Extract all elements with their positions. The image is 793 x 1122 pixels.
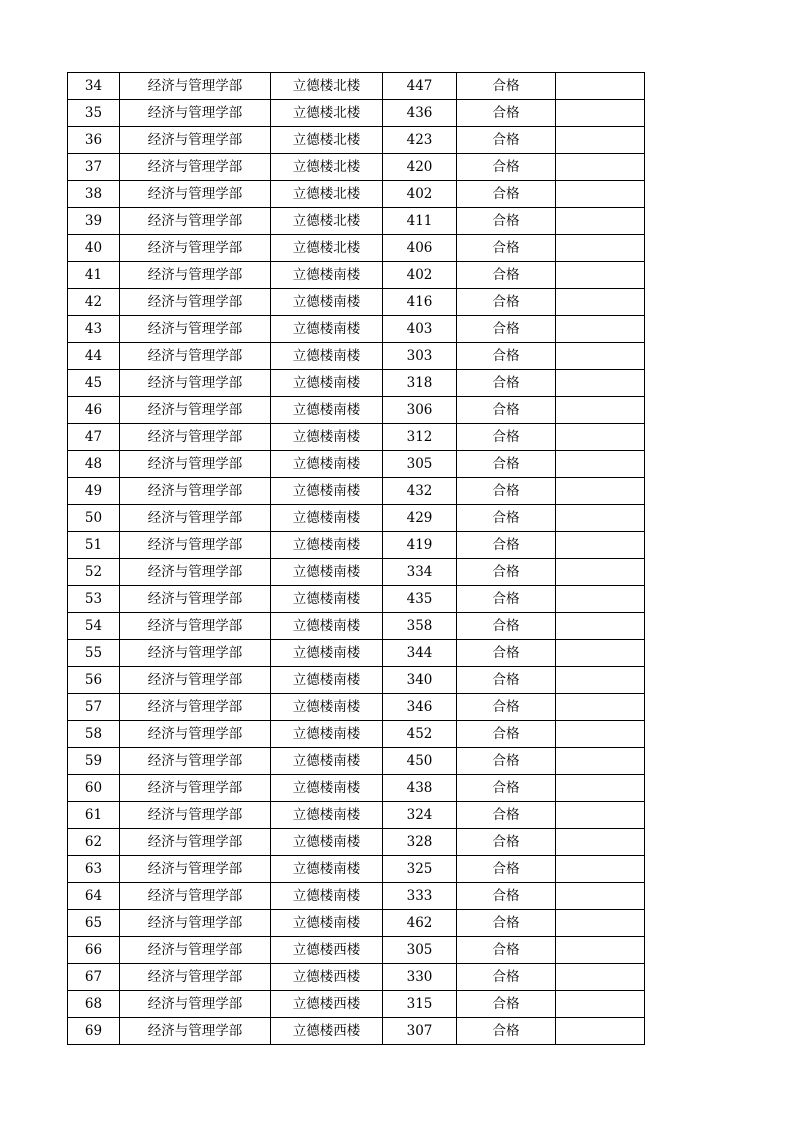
building-cell: 立德楼南楼 xyxy=(271,397,383,424)
note-cell xyxy=(556,397,645,424)
row-number-cell: 43 xyxy=(68,316,120,343)
department-cell: 经济与管理学部 xyxy=(120,73,271,100)
department-cell: 经济与管理学部 xyxy=(120,964,271,991)
note-cell xyxy=(556,586,645,613)
inspection-table xyxy=(67,72,645,1045)
table-row xyxy=(68,73,645,100)
row-number-cell: 52 xyxy=(68,559,120,586)
note-cell xyxy=(556,235,645,262)
building-cell: 立德楼南楼 xyxy=(271,586,383,613)
building-cell: 立德楼南楼 xyxy=(271,667,383,694)
building-cell: 立德楼南楼 xyxy=(271,910,383,937)
result-cell: 合格 xyxy=(457,964,556,991)
department-cell: 经济与管理学部 xyxy=(120,910,271,937)
building-cell: 立德楼南楼 xyxy=(271,856,383,883)
department-cell: 经济与管理学部 xyxy=(120,505,271,532)
room-number-cell: 324 xyxy=(383,802,457,829)
department-cell: 经济与管理学部 xyxy=(120,100,271,127)
result-cell: 合格 xyxy=(457,1018,556,1045)
note-cell xyxy=(556,991,645,1018)
table-row xyxy=(68,559,645,586)
result-cell: 合格 xyxy=(457,478,556,505)
building-cell: 立德楼北楼 xyxy=(271,181,383,208)
building-cell: 立德楼南楼 xyxy=(271,559,383,586)
table-row xyxy=(68,910,645,937)
row-number-cell: 65 xyxy=(68,910,120,937)
room-number-cell: 450 xyxy=(383,748,457,775)
table-row xyxy=(68,316,645,343)
row-number-cell: 66 xyxy=(68,937,120,964)
department-cell: 经济与管理学部 xyxy=(120,478,271,505)
building-cell: 立德楼北楼 xyxy=(271,235,383,262)
row-number-cell: 44 xyxy=(68,343,120,370)
row-number-cell: 62 xyxy=(68,829,120,856)
building-cell: 立德楼南楼 xyxy=(271,721,383,748)
room-number-cell: 411 xyxy=(383,208,457,235)
building-cell: 立德楼南楼 xyxy=(271,640,383,667)
room-number-cell: 330 xyxy=(383,964,457,991)
building-cell: 立德楼北楼 xyxy=(271,154,383,181)
note-cell xyxy=(556,316,645,343)
department-cell: 经济与管理学部 xyxy=(120,991,271,1018)
department-cell: 经济与管理学部 xyxy=(120,181,271,208)
result-cell: 合格 xyxy=(457,883,556,910)
room-number-cell: 436 xyxy=(383,100,457,127)
result-cell: 合格 xyxy=(457,991,556,1018)
note-cell xyxy=(556,424,645,451)
department-cell: 经济与管理学部 xyxy=(120,667,271,694)
row-number-cell: 50 xyxy=(68,505,120,532)
row-number-cell: 46 xyxy=(68,397,120,424)
result-cell: 合格 xyxy=(457,397,556,424)
row-number-cell: 60 xyxy=(68,775,120,802)
department-cell: 经济与管理学部 xyxy=(120,262,271,289)
result-cell: 合格 xyxy=(457,586,556,613)
table-row xyxy=(68,964,645,991)
note-cell xyxy=(556,451,645,478)
row-number-cell: 64 xyxy=(68,883,120,910)
building-cell: 立德楼南楼 xyxy=(271,802,383,829)
note-cell xyxy=(556,154,645,181)
row-number-cell: 67 xyxy=(68,964,120,991)
note-cell xyxy=(556,883,645,910)
building-cell: 立德楼北楼 xyxy=(271,208,383,235)
note-cell xyxy=(556,559,645,586)
department-cell: 经济与管理学部 xyxy=(120,235,271,262)
note-cell xyxy=(556,937,645,964)
result-cell: 合格 xyxy=(457,694,556,721)
building-cell: 立德楼南楼 xyxy=(271,316,383,343)
building-cell: 立德楼南楼 xyxy=(271,343,383,370)
room-number-cell: 416 xyxy=(383,289,457,316)
row-number-cell: 35 xyxy=(68,100,120,127)
table-row xyxy=(68,397,645,424)
table-row xyxy=(68,694,645,721)
row-number-cell: 40 xyxy=(68,235,120,262)
building-cell: 立德楼北楼 xyxy=(271,127,383,154)
building-cell: 立德楼南楼 xyxy=(271,748,383,775)
room-number-cell: 358 xyxy=(383,613,457,640)
building-cell: 立德楼南楼 xyxy=(271,829,383,856)
department-cell: 经济与管理学部 xyxy=(120,775,271,802)
table-row xyxy=(68,586,645,613)
room-number-cell: 402 xyxy=(383,181,457,208)
building-cell: 立德楼北楼 xyxy=(271,73,383,100)
result-cell: 合格 xyxy=(457,316,556,343)
building-cell: 立德楼南楼 xyxy=(271,883,383,910)
department-cell: 经济与管理学部 xyxy=(120,748,271,775)
note-cell xyxy=(556,964,645,991)
note-cell xyxy=(556,370,645,397)
row-number-cell: 41 xyxy=(68,262,120,289)
table-row xyxy=(68,748,645,775)
result-cell: 合格 xyxy=(457,208,556,235)
note-cell xyxy=(556,748,645,775)
room-number-cell: 344 xyxy=(383,640,457,667)
building-cell: 立德楼南楼 xyxy=(271,694,383,721)
result-cell: 合格 xyxy=(457,937,556,964)
result-cell: 合格 xyxy=(457,910,556,937)
result-cell: 合格 xyxy=(457,802,556,829)
note-cell xyxy=(556,856,645,883)
room-number-cell: 452 xyxy=(383,721,457,748)
note-cell xyxy=(556,802,645,829)
table-row xyxy=(68,208,645,235)
building-cell: 立德楼南楼 xyxy=(271,532,383,559)
row-number-cell: 54 xyxy=(68,613,120,640)
room-number-cell: 325 xyxy=(383,856,457,883)
building-cell: 立德楼南楼 xyxy=(271,289,383,316)
building-cell: 立德楼南楼 xyxy=(271,775,383,802)
room-number-cell: 334 xyxy=(383,559,457,586)
table-row xyxy=(68,883,645,910)
result-cell: 合格 xyxy=(457,829,556,856)
room-number-cell: 333 xyxy=(383,883,457,910)
note-cell xyxy=(556,478,645,505)
building-cell: 立德楼西楼 xyxy=(271,937,383,964)
department-cell: 经济与管理学部 xyxy=(120,343,271,370)
building-cell: 立德楼南楼 xyxy=(271,451,383,478)
room-number-cell: 447 xyxy=(383,73,457,100)
note-cell xyxy=(556,532,645,559)
note-cell xyxy=(556,667,645,694)
note-cell xyxy=(556,910,645,937)
row-number-cell: 56 xyxy=(68,667,120,694)
row-number-cell: 39 xyxy=(68,208,120,235)
result-cell: 合格 xyxy=(457,154,556,181)
note-cell xyxy=(556,100,645,127)
department-cell: 经济与管理学部 xyxy=(120,532,271,559)
department-cell: 经济与管理学部 xyxy=(120,316,271,343)
result-cell: 合格 xyxy=(457,73,556,100)
row-number-cell: 49 xyxy=(68,478,120,505)
result-cell: 合格 xyxy=(457,262,556,289)
table-row xyxy=(68,154,645,181)
note-cell xyxy=(556,289,645,316)
department-cell: 经济与管理学部 xyxy=(120,289,271,316)
result-cell: 合格 xyxy=(457,532,556,559)
result-cell: 合格 xyxy=(457,181,556,208)
building-cell: 立德楼北楼 xyxy=(271,100,383,127)
room-number-cell: 305 xyxy=(383,451,457,478)
row-number-cell: 59 xyxy=(68,748,120,775)
result-cell: 合格 xyxy=(457,613,556,640)
department-cell: 经济与管理学部 xyxy=(120,424,271,451)
department-cell: 经济与管理学部 xyxy=(120,586,271,613)
department-cell: 经济与管理学部 xyxy=(120,937,271,964)
result-cell: 合格 xyxy=(457,289,556,316)
note-cell xyxy=(556,127,645,154)
room-number-cell: 346 xyxy=(383,694,457,721)
department-cell: 经济与管理学部 xyxy=(120,208,271,235)
building-cell: 立德楼南楼 xyxy=(271,613,383,640)
department-cell: 经济与管理学部 xyxy=(120,127,271,154)
table-row xyxy=(68,667,645,694)
table-row xyxy=(68,613,645,640)
row-number-cell: 63 xyxy=(68,856,120,883)
table-row xyxy=(68,829,645,856)
result-cell: 合格 xyxy=(457,640,556,667)
department-cell: 经济与管理学部 xyxy=(120,451,271,478)
note-cell xyxy=(556,694,645,721)
note-cell xyxy=(556,1018,645,1045)
note-cell xyxy=(556,613,645,640)
note-cell xyxy=(556,640,645,667)
table-row xyxy=(68,181,645,208)
room-number-cell: 420 xyxy=(383,154,457,181)
row-number-cell: 42 xyxy=(68,289,120,316)
table-row xyxy=(68,640,645,667)
room-number-cell: 402 xyxy=(383,262,457,289)
room-number-cell: 462 xyxy=(383,910,457,937)
row-number-cell: 68 xyxy=(68,991,120,1018)
department-cell: 经济与管理学部 xyxy=(120,154,271,181)
row-number-cell: 38 xyxy=(68,181,120,208)
note-cell xyxy=(556,505,645,532)
room-number-cell: 432 xyxy=(383,478,457,505)
row-number-cell: 57 xyxy=(68,694,120,721)
department-cell: 经济与管理学部 xyxy=(120,829,271,856)
row-number-cell: 45 xyxy=(68,370,120,397)
department-cell: 经济与管理学部 xyxy=(120,640,271,667)
row-number-cell: 53 xyxy=(68,586,120,613)
building-cell: 立德楼南楼 xyxy=(271,478,383,505)
room-number-cell: 419 xyxy=(383,532,457,559)
row-number-cell: 55 xyxy=(68,640,120,667)
table-row xyxy=(68,532,645,559)
row-number-cell: 37 xyxy=(68,154,120,181)
result-cell: 合格 xyxy=(457,235,556,262)
table-row xyxy=(68,856,645,883)
department-cell: 经济与管理学部 xyxy=(120,370,271,397)
room-number-cell: 429 xyxy=(383,505,457,532)
note-cell xyxy=(556,829,645,856)
department-cell: 经济与管理学部 xyxy=(120,802,271,829)
department-cell: 经济与管理学部 xyxy=(120,397,271,424)
department-cell: 经济与管理学部 xyxy=(120,559,271,586)
note-cell xyxy=(556,208,645,235)
result-cell: 合格 xyxy=(457,856,556,883)
building-cell: 立德楼南楼 xyxy=(271,262,383,289)
table-row xyxy=(68,721,645,748)
table-row xyxy=(68,127,645,154)
room-number-cell: 307 xyxy=(383,1018,457,1045)
department-cell: 经济与管理学部 xyxy=(120,856,271,883)
row-number-cell: 47 xyxy=(68,424,120,451)
result-cell: 合格 xyxy=(457,721,556,748)
department-cell: 经济与管理学部 xyxy=(120,883,271,910)
result-cell: 合格 xyxy=(457,505,556,532)
building-cell: 立德楼西楼 xyxy=(271,964,383,991)
result-cell: 合格 xyxy=(457,127,556,154)
result-cell: 合格 xyxy=(457,451,556,478)
row-number-cell: 61 xyxy=(68,802,120,829)
row-number-cell: 51 xyxy=(68,532,120,559)
room-number-cell: 306 xyxy=(383,397,457,424)
note-cell xyxy=(556,73,645,100)
table-row xyxy=(68,289,645,316)
result-cell: 合格 xyxy=(457,370,556,397)
department-cell: 经济与管理学部 xyxy=(120,613,271,640)
table-row xyxy=(68,370,645,397)
table-row xyxy=(68,505,645,532)
result-cell: 合格 xyxy=(457,775,556,802)
note-cell xyxy=(556,262,645,289)
table-row xyxy=(68,424,645,451)
result-cell: 合格 xyxy=(457,424,556,451)
table-row xyxy=(68,1018,645,1045)
table-row xyxy=(68,262,645,289)
note-cell xyxy=(556,181,645,208)
row-number-cell: 34 xyxy=(68,73,120,100)
room-number-cell: 318 xyxy=(383,370,457,397)
table-row xyxy=(68,937,645,964)
row-number-cell: 58 xyxy=(68,721,120,748)
table-row xyxy=(68,451,645,478)
building-cell: 立德楼南楼 xyxy=(271,424,383,451)
result-cell: 合格 xyxy=(457,667,556,694)
row-number-cell: 48 xyxy=(68,451,120,478)
table-body xyxy=(68,73,645,1045)
department-cell: 经济与管理学部 xyxy=(120,721,271,748)
table-row xyxy=(68,100,645,127)
result-cell: 合格 xyxy=(457,343,556,370)
building-cell: 立德楼西楼 xyxy=(271,1018,383,1045)
building-cell: 立德楼南楼 xyxy=(271,370,383,397)
building-cell: 立德楼南楼 xyxy=(271,505,383,532)
room-number-cell: 328 xyxy=(383,829,457,856)
department-cell: 经济与管理学部 xyxy=(120,1018,271,1045)
building-cell: 立德楼西楼 xyxy=(271,991,383,1018)
room-number-cell: 312 xyxy=(383,424,457,451)
room-number-cell: 438 xyxy=(383,775,457,802)
room-number-cell: 305 xyxy=(383,937,457,964)
table-row xyxy=(68,775,645,802)
table-row xyxy=(68,991,645,1018)
note-cell xyxy=(556,721,645,748)
table-row xyxy=(68,478,645,505)
row-number-cell: 36 xyxy=(68,127,120,154)
room-number-cell: 315 xyxy=(383,991,457,1018)
room-number-cell: 303 xyxy=(383,343,457,370)
room-number-cell: 340 xyxy=(383,667,457,694)
table-row xyxy=(68,343,645,370)
note-cell xyxy=(556,343,645,370)
table-row xyxy=(68,235,645,262)
room-number-cell: 403 xyxy=(383,316,457,343)
room-number-cell: 406 xyxy=(383,235,457,262)
row-number-cell: 69 xyxy=(68,1018,120,1045)
room-number-cell: 435 xyxy=(383,586,457,613)
department-cell: 经济与管理学部 xyxy=(120,694,271,721)
result-cell: 合格 xyxy=(457,748,556,775)
room-number-cell: 423 xyxy=(383,127,457,154)
result-cell: 合格 xyxy=(457,559,556,586)
note-cell xyxy=(556,775,645,802)
table-row xyxy=(68,802,645,829)
result-cell: 合格 xyxy=(457,100,556,127)
